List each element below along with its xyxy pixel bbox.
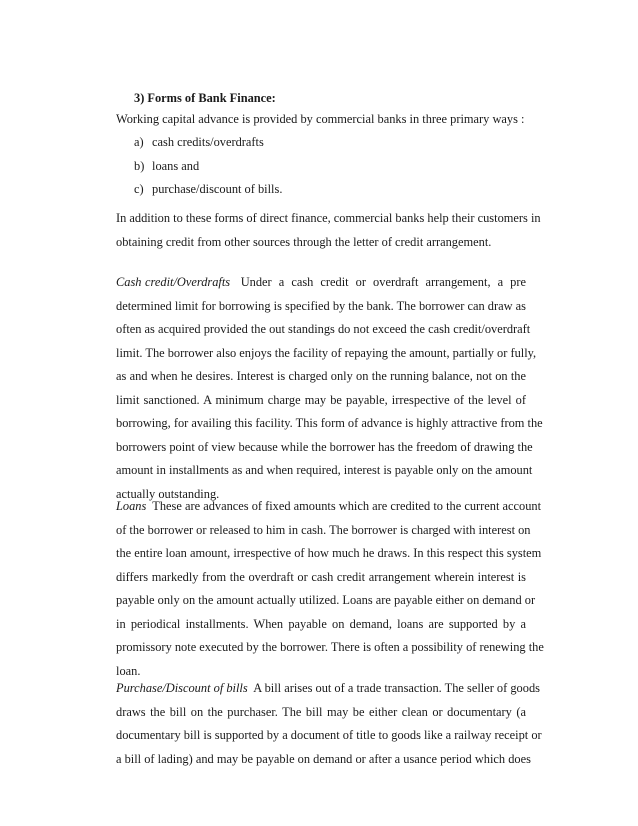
bills-paragraph <box>116 677 542 771</box>
paragraph-line: a bill of lading) and may be payable on demand or after a usance period which does <box>116 751 531 766</box>
paragraph-text: Under a cash credit or overdraft arrangement, a pre <box>230 275 526 289</box>
paragraph-line: documentary bill is supported by a document of title to goods like a railway receipt or <box>116 728 542 742</box>
paragraph-line: differs markedly from the overdraft or cash credit arrangement wherein interest is <box>116 569 526 584</box>
list-marker: c) <box>134 182 144 196</box>
intro-line: Working capital advance is provided by commercial banks in three primary ways : <box>116 112 525 126</box>
paragraph-line: in periodical installments. When payable on demand, loans are supported by a <box>116 616 526 631</box>
paragraph-text: A bill arises out of a trade transaction. The seller of goods <box>247 681 540 695</box>
section-heading: 3) Forms of Bank Finance: <box>134 91 276 105</box>
list-item-text: purchase/discount of bills. <box>152 182 283 196</box>
paragraph-line: of the borrower or released to him in cash. The borrower is charged with interest on <box>116 522 531 537</box>
term-cash-credit: Cash credit/Overdrafts <box>116 275 231 289</box>
paragraph-line: payable only on the amount actually utilized. Loans are payable either on demand or <box>116 593 536 607</box>
finance-forms-list <box>134 131 282 202</box>
paragraph-line: actually outstanding. <box>116 486 220 501</box>
paragraph-line: obtaining credit from other sources through the letter of credit arrangement. <box>116 234 492 249</box>
list-marker: b) <box>134 158 145 173</box>
paragraph-line: limit sanctioned. A minimum charge may be payable, irrespective of the level of <box>116 392 526 407</box>
paragraph-line: borrowers point of view because while the borrower has the freedom of drawing the <box>116 439 533 454</box>
paragraph-line: limit. The borrower also enjoys the facility of repaying the amount, partially or fully, <box>116 345 537 360</box>
paragraph-text: These are advances of fixed amounts which are credited to the current account <box>146 499 542 513</box>
list-item <box>134 155 282 179</box>
paragraph-line: borrowing, for availing this facility. This form of advance is highly attractive from the <box>116 416 543 430</box>
paragraph-line <box>116 271 526 295</box>
list-item <box>134 131 282 155</box>
paragraph-line: amount in installments as and when required, interest is payable only on the amount <box>116 463 533 477</box>
addition-paragraph <box>116 207 541 254</box>
paragraph-line: the entire loan amount, irrespective of how much he draws. In this respect this system <box>116 546 542 560</box>
intro-paragraph <box>116 108 526 132</box>
term-loans: Loans <box>116 499 147 513</box>
paragraph-line: as and when he desires. Interest is charged only on the running balance, not on the <box>116 369 526 383</box>
paragraph-line: often as acquired provided the out standings do not exceed the cash credit/overdraft <box>116 322 531 336</box>
paragraph-line <box>116 677 540 701</box>
list-item <box>134 178 282 202</box>
paragraph-line: promissory note executed by the borrower. There is often a possibility of renewing the <box>116 640 544 654</box>
paragraph-line: draws the bill on the purchaser. The bill may be either clean or documentary (a <box>116 704 526 719</box>
paragraph-line <box>116 495 542 519</box>
paragraph-line: In addition to these forms of direct finance, commercial banks help their customers in <box>116 211 541 225</box>
term-bills: Purchase/Discount of bills <box>116 681 248 695</box>
paragraph-line: determined limit for borrowing is specified by the bank. The borrower can draw as <box>116 298 526 313</box>
loans-paragraph <box>116 495 544 683</box>
list-marker: a) <box>134 135 144 149</box>
list-item-text: loans and <box>152 158 200 173</box>
paragraph-line: loan. <box>116 663 141 678</box>
list-item-text: cash credits/overdrafts <box>152 135 264 149</box>
